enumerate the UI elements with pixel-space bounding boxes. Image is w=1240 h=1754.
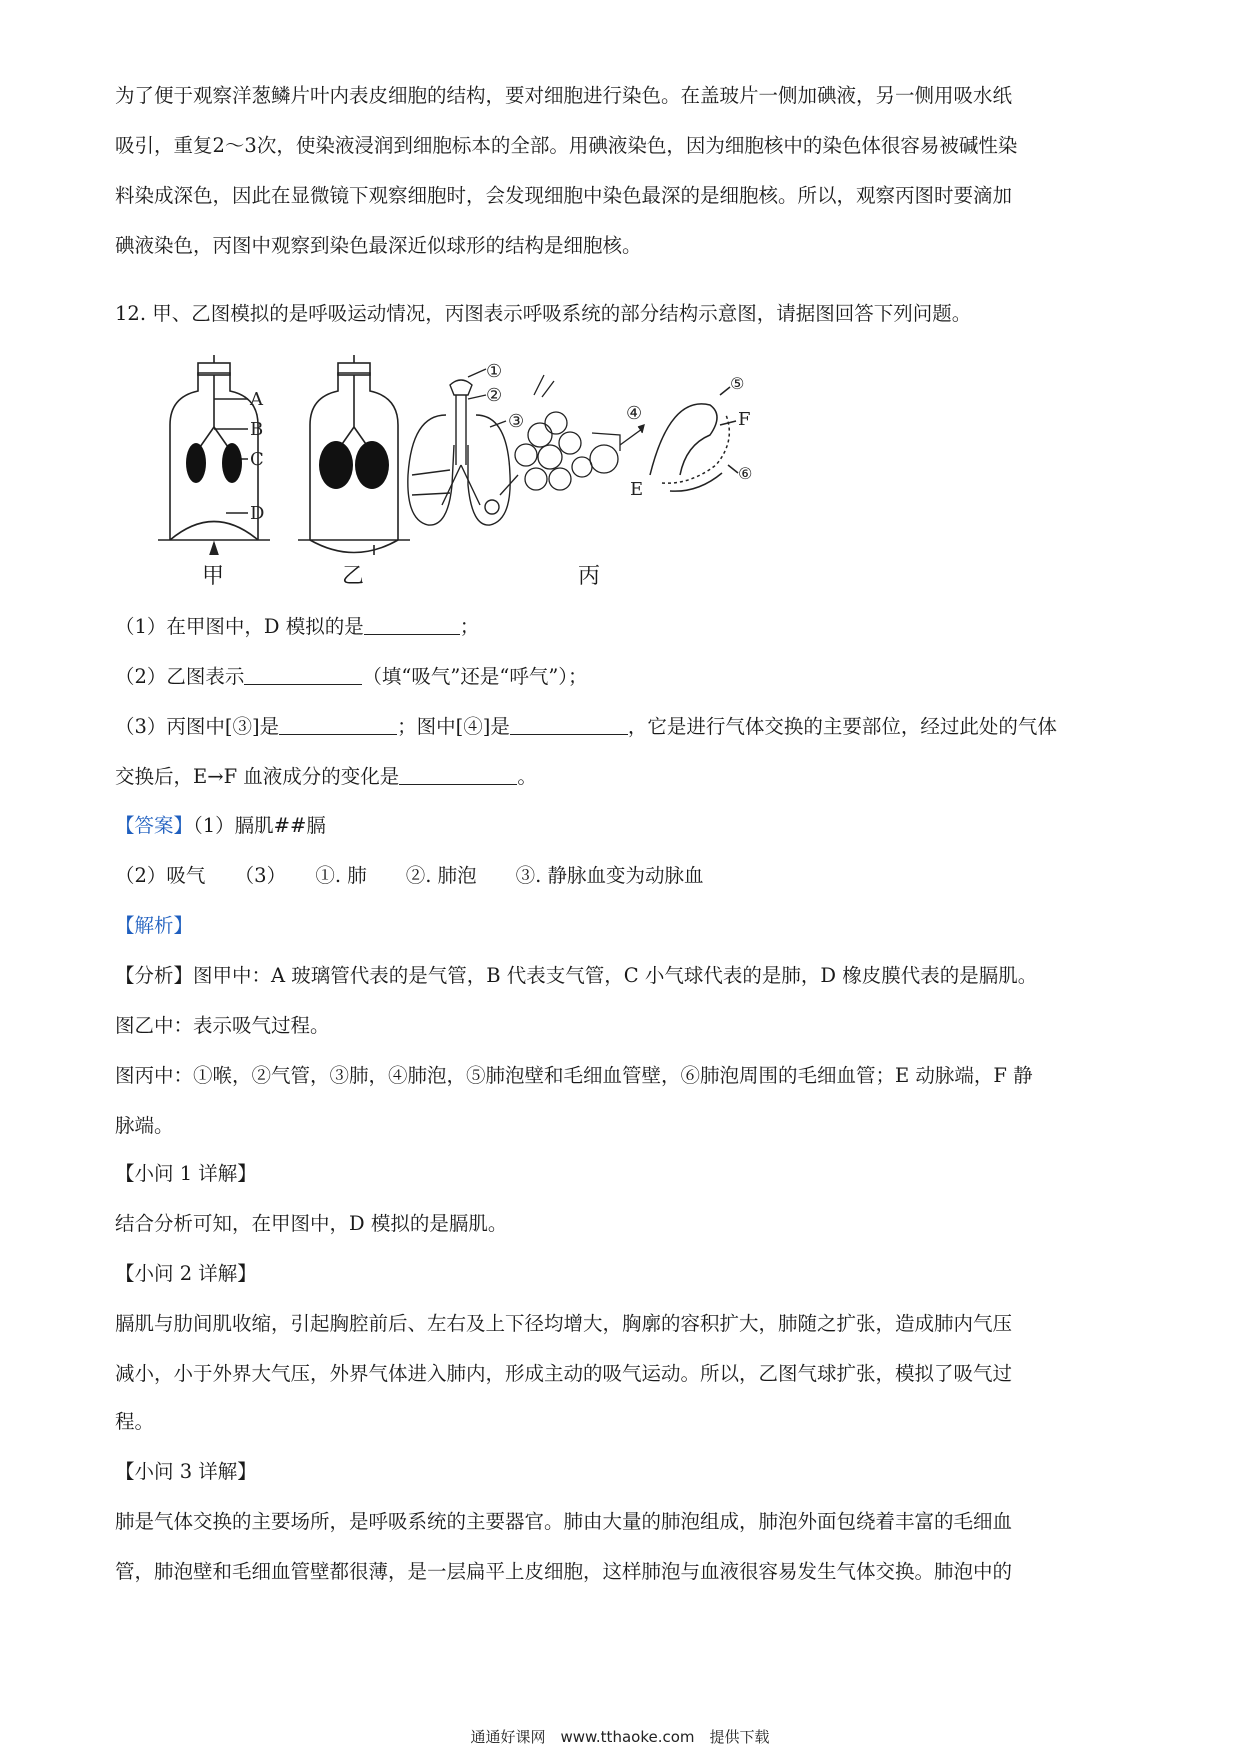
q1-text: （1）在甲图中，D 模拟的是 [115,615,364,638]
detail-2-line: 程。 [115,1410,155,1433]
q3-suffix: 。 [517,765,537,788]
caption-bing: 丙 [578,564,601,589]
label-2: ② [486,385,503,406]
analysis-line: 图丙中：①喉，②气管，③肺，④肺泡，⑤肺泡壁和毛细血管壁，⑥肺泡周围的毛细血管；E 动脉端，F 静 [115,1064,1033,1087]
answer-text: （1）膈肌##膈 [193,814,326,837]
label-4: ④ [626,403,643,424]
paragraph-line: 吸引，重复2～3次，使染液浸润到细胞标本的全部。用碘液染色，因为细胞核中的染色体很容易被碱性染 [115,134,1018,157]
label-6: ⑥ [738,464,753,483]
answer-line-1 [115,816,326,836]
sub-question-2 [115,666,588,687]
label-D: D [250,503,265,524]
answer-blank [510,716,628,735]
detail-3-heading: 【小问 3 详解】 [115,1460,257,1483]
caption-jia: 甲 [202,564,225,589]
analysis-tag: 【解析】 [115,914,194,937]
footer-credit: 通通好课网 www.tthaoke.com 提供下载 [470,1728,770,1746]
q2-suffix: （填“吸气”还是“呼气”）； [362,665,588,688]
answer-blank [399,766,517,785]
detail-3-line: 管，肺泡壁和毛细血管壁都很薄，是一层扁平上皮细胞，这样肺泡与血液很容易发生气体交换。肺泡中的 [115,1560,1013,1583]
respiration-diagram [150,355,790,555]
q3-text: ，它是进行气体交换的主要部位，经过此处的气体 [627,715,1057,738]
analysis-line: 【分析】图甲中：A 玻璃管代表的是气管，B 代表支气管，C 小气球代表的是肺，D 橡皮膜代表的是膈肌。 [115,964,1038,987]
answer-tag: 【答案】 [115,814,194,837]
question-12: 12. 甲、乙图模拟的是呼吸运动情况，丙图表示呼吸系统的部分结构示意图，请据图回答下列问题。 [115,302,972,325]
label-3: ③ [508,411,525,432]
analysis-line: 图乙中：表示吸气过程。 [115,1014,330,1037]
label-A: A [250,389,263,410]
detail-1-text: 结合分析可知，在甲图中，D 模拟的是膈肌。 [115,1212,508,1235]
q3-text: ；图中[④]是 [397,715,510,738]
respiration-figure [150,355,790,595]
label-5: ⑤ [730,374,745,393]
answer-blank [364,616,460,635]
sub-question-3 [115,716,1057,737]
caption-yi: 乙 [342,564,365,589]
detail-3-line: 肺是气体交换的主要场所，是呼吸系统的主要器官。肺由大量的肺泡组成，肺泡外面包绕着丰富的毛细血 [115,1510,1013,1533]
detail-1-heading: 【小问 1 详解】 [115,1162,257,1185]
q2-text: （2）乙图表示 [115,665,245,688]
q3-text: 交换后，E→F 血液成分的变化是 [115,765,400,788]
detail-2-heading: 【小问 2 详解】 [115,1262,257,1285]
label-F: F [738,409,751,430]
q3-text: （3）丙图中[③]是 [115,715,280,738]
answer-line-2: （2）吸气 （3） ①. 肺 ②. 肺泡 ③. 静脉血变为动脉血 [115,864,704,887]
sub-question-1 [115,616,479,637]
answer-blank [244,666,362,685]
label-E: E [630,479,644,500]
detail-2-line: 膈肌与肋间肌收缩，引起胸腔前后、左右及上下径均增大，胸廓的容积扩大，肺随之扩张，造成肺内气压 [115,1312,1013,1335]
paragraph-line: 料染成深色，因此在显微镜下观察细胞时，会发现细胞中染色最深的是细胞核。所以，观察丙图时要滴加 [115,184,1013,207]
label-1: ① [486,361,503,382]
paragraph-line: 为了便于观察洋葱鳞片叶内表皮细胞的结构，要对细胞进行染色。在盖玻片一侧加碘液，另一侧用吸水纸 [115,84,1013,107]
q1-suffix: ； [459,615,480,638]
detail-2-line: 减小，小于外界大气压，外界气体进入肺内，形成主动的吸气运动。所以，乙图气球扩张，模拟了吸气过 [115,1362,1013,1385]
sub-question-3-cont [115,766,537,787]
analysis-line: 脉端。 [115,1114,174,1137]
answer-blank [279,716,397,735]
label-B: B [250,419,264,440]
paragraph-line: 碘液染色，丙图中观察到染色最深近似球形的结构是细胞核。 [115,234,642,257]
label-C: C [250,449,264,470]
